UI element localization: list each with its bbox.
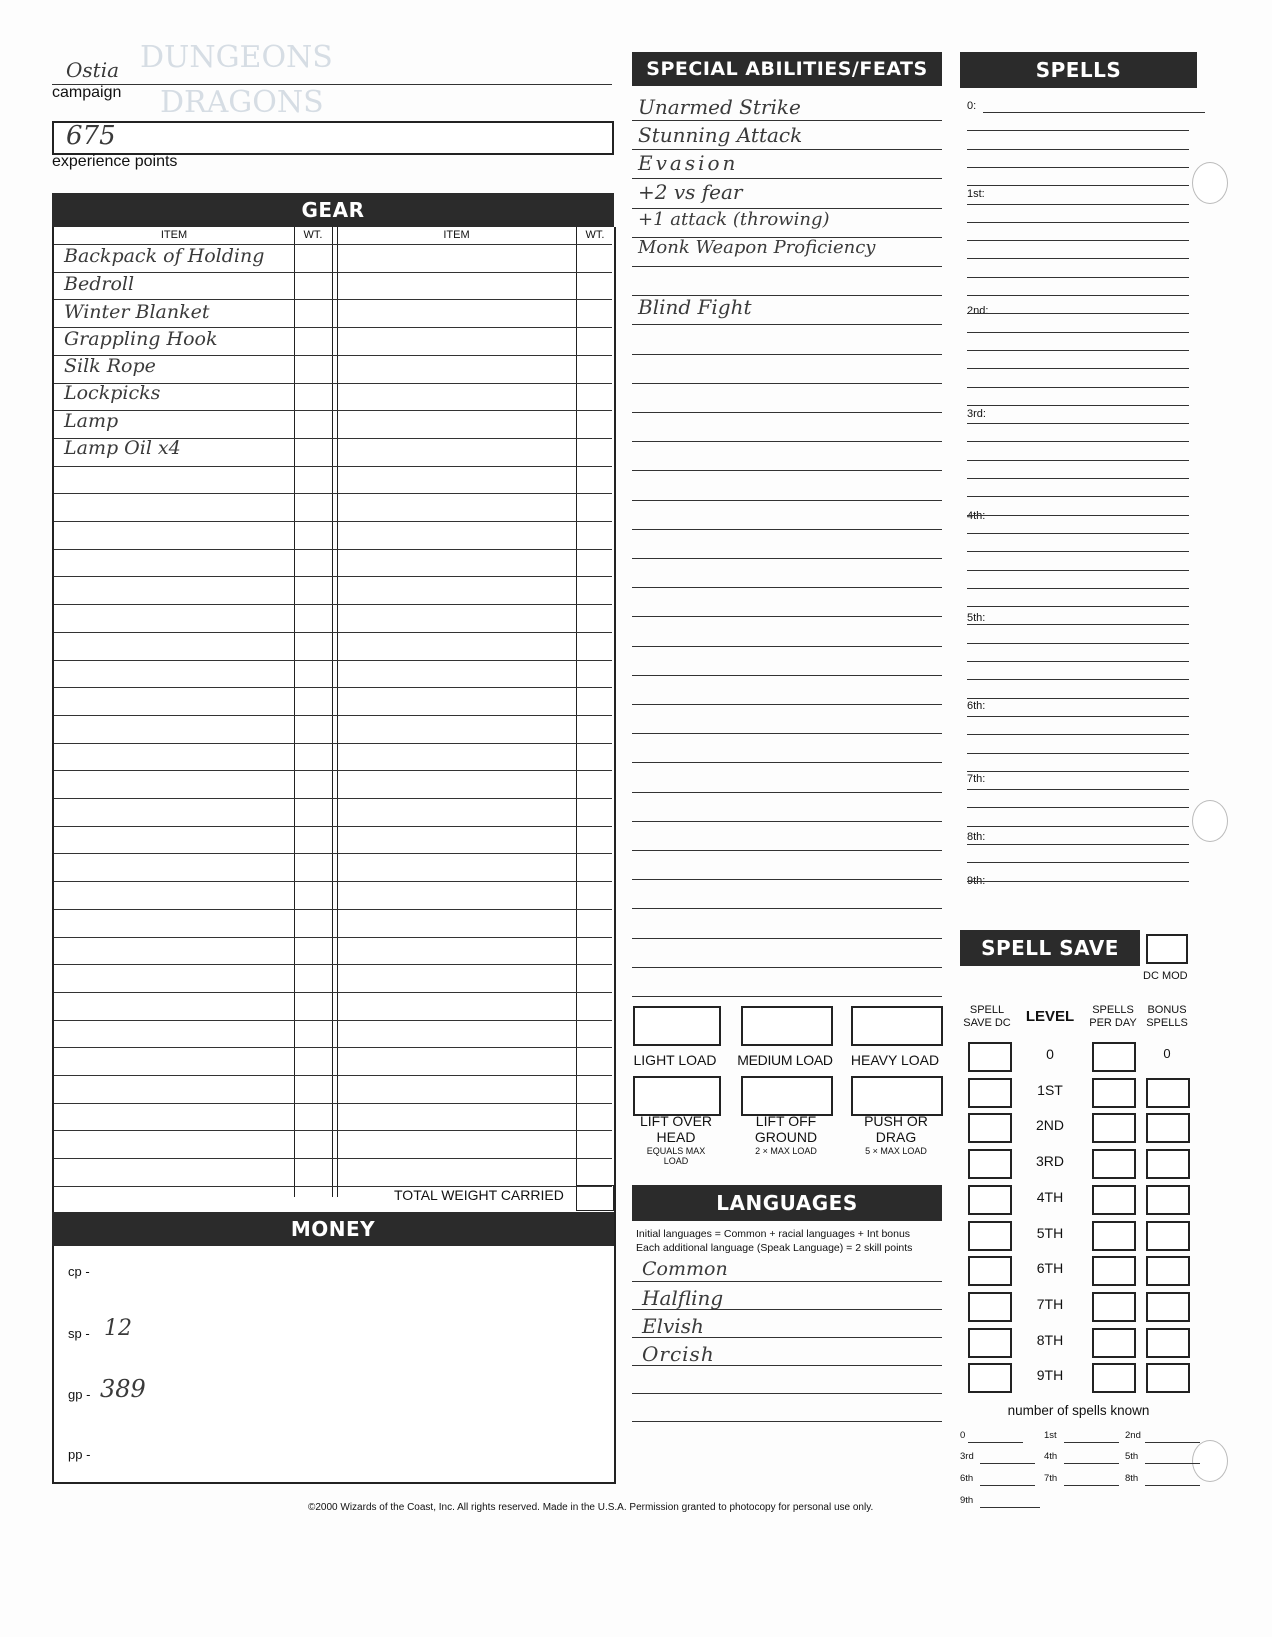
spell-row-line [967, 844, 1189, 845]
spell-save-dc-field[interactable] [968, 1292, 1012, 1322]
spells-known-line [980, 1485, 1035, 1486]
campaign-label: campaign [52, 84, 122, 101]
spells-known-line [1064, 1485, 1119, 1486]
lift-off-ground-label: LIFT OFF GROUND [754, 1113, 818, 1145]
watermark-logo-line2: DRAGONS [160, 85, 324, 120]
gear-row-line [54, 632, 612, 633]
ability-row-line [632, 441, 942, 442]
spell-level-label: 3rd: [967, 408, 986, 420]
spell-level-row: 7TH [1036, 1295, 1064, 1312]
dc-mod-field[interactable] [1146, 934, 1188, 964]
spell-level-row: 2ND [1035, 1117, 1064, 1134]
spells-known-line [980, 1507, 1040, 1508]
gear-row-line [54, 964, 612, 965]
spells-known-line [1145, 1485, 1200, 1486]
gear-row-line [54, 272, 612, 273]
gear-row-line [54, 383, 612, 384]
spell-row-line [967, 679, 1189, 680]
money-title: MONEY [52, 1212, 614, 1246]
ability-item[interactable]: +2 vs fear [638, 180, 743, 204]
spell-save-dc-field[interactable] [968, 1078, 1012, 1108]
gear-item[interactable]: Lamp [64, 410, 119, 432]
spell-row-line [967, 807, 1189, 808]
spell-save-dc-field[interactable] [968, 1328, 1012, 1358]
ability-row-line [632, 587, 942, 588]
medium-load-field[interactable] [741, 1006, 833, 1046]
languages-title: LANGUAGES [632, 1185, 942, 1221]
spells-known-label: 5th [1125, 1451, 1139, 1462]
gp-value[interactable]: 389 [100, 1375, 146, 1403]
gear-row-line [54, 1020, 612, 1021]
gear-item[interactable]: Backpack of Holding [64, 245, 265, 267]
gear-row-line [54, 743, 612, 744]
binder-hole-bottom [1192, 1440, 1228, 1482]
spells-title: SPELLS [960, 52, 1197, 88]
dc-mod-label: DC MOD [1143, 970, 1188, 982]
lift-over-head-field[interactable] [633, 1076, 721, 1116]
spells-known-label: 6th [960, 1473, 974, 1484]
ability-row-line [632, 646, 942, 647]
spell-row-line [967, 387, 1189, 388]
spells-known-label: 9th [960, 1495, 974, 1506]
binder-hole-middle [1192, 800, 1228, 842]
bonus-spells-field[interactable] [1146, 1113, 1190, 1143]
heavy-load-field[interactable] [851, 1006, 943, 1046]
sp-value[interactable]: 12 [104, 1316, 132, 1341]
gear-item[interactable]: Lamp Oil x4 [64, 437, 181, 459]
spell-row-line [967, 441, 1189, 442]
language-row-line [632, 1421, 942, 1422]
spell-row-line [967, 277, 1189, 278]
spell-row-line [967, 551, 1189, 552]
bonus-spells-field[interactable] [1146, 1221, 1190, 1251]
ability-item[interactable]: Blind Fight [638, 295, 752, 319]
gear-row-line [54, 521, 612, 522]
gear-row-line [54, 549, 612, 550]
spell-row-line [967, 313, 1189, 314]
language-item[interactable]: Orcish [642, 1342, 715, 1366]
gear-row-line [54, 826, 612, 827]
ability-row-line [632, 500, 942, 501]
gear-item[interactable]: Lockpicks [64, 382, 161, 404]
ability-item[interactable]: Stunning Attack [638, 123, 803, 147]
ability-row-line [632, 266, 942, 267]
spell-row-line [967, 533, 1189, 534]
lift-over-head-note: EQUALS MAX LOAD [646, 1146, 706, 1166]
col-spell-save-dc: SPELL SAVE DC [963, 1004, 1011, 1029]
languages-note-1: Initial languages = Common + racial languages + Int bonus [636, 1228, 911, 1240]
spell-save-dc-field[interactable] [968, 1113, 1012, 1143]
spells-per-day-field[interactable] [1092, 1149, 1136, 1179]
spell-row-line [967, 405, 1189, 406]
spell-level-row: 5TH [1036, 1224, 1064, 1241]
gear-row-line [54, 1158, 612, 1159]
spell-row-line [967, 753, 1189, 754]
spell-row-line [967, 606, 1189, 607]
ability-row-line [632, 733, 942, 734]
ability-row-line [632, 529, 942, 530]
spell-row-line [967, 167, 1189, 168]
spells-per-day-field[interactable] [1092, 1221, 1136, 1251]
spell-row-line [967, 332, 1189, 333]
copyright-footer: ©2000 Wizards of the Coast, Inc. All rights reserved. Made in the U.S.A. Permission granted to photocopy for personal use only. [308, 1502, 874, 1513]
language-item[interactable]: Elvish [642, 1314, 704, 1338]
spell-save-dc-field[interactable] [968, 1363, 1012, 1393]
gp-label: gp - [68, 1387, 91, 1402]
gear-col-item-left: ITEM [160, 229, 188, 241]
spell-row-line [967, 570, 1189, 571]
spell-level-row: 4TH [1036, 1188, 1064, 1205]
gear-col-wt-right: WT. [585, 229, 605, 241]
spells-known-line [1145, 1463, 1200, 1464]
xp-value: 675 [66, 121, 116, 151]
spell-row-line [967, 350, 1189, 351]
spell-level-label: 2nd: [967, 305, 989, 317]
spell-row-line [967, 588, 1189, 589]
spell-save-dc-field[interactable] [968, 1042, 1012, 1072]
ability-item[interactable]: +1 attack (throwing) [638, 209, 830, 230]
spell-row-line [967, 222, 1189, 223]
spells-per-day-field[interactable] [1092, 1256, 1136, 1286]
spell-row-line [967, 515, 1189, 516]
ability-row-line [632, 792, 942, 793]
spell-row-line [967, 423, 1189, 424]
sp-label: sp - [68, 1326, 90, 1341]
spell-level-row: 9TH [1036, 1367, 1064, 1384]
gear-table [52, 227, 616, 1484]
gear-row-line [54, 1103, 612, 1104]
binder-hole-top [1192, 162, 1228, 204]
gear-row-line [54, 438, 612, 439]
gear-row-line [54, 1075, 612, 1076]
bonus-spells-field[interactable] [1146, 1256, 1190, 1286]
spells-known-label: 4th [1044, 1451, 1058, 1462]
push-drag-label: PUSH OR DRAG [864, 1113, 928, 1145]
spell-level-row: 3RD [1035, 1153, 1064, 1170]
spell-row-line [967, 460, 1189, 461]
gear-title: GEAR [52, 193, 614, 227]
gear-item[interactable]: Grappling Hook [64, 328, 218, 350]
language-row-line [632, 1393, 942, 1394]
abilities-title: SPECIAL ABILITIES/FEATS [632, 52, 942, 86]
gear-row-line [54, 299, 612, 300]
ability-row-line [632, 908, 942, 909]
watermark-logo-line1: DUNGEONS [140, 40, 333, 75]
language-item[interactable]: Halfling [642, 1286, 724, 1310]
gear-row-line [54, 604, 612, 605]
spells-known-line [980, 1463, 1035, 1464]
ability-row-line [632, 237, 942, 238]
bonus-spells-field[interactable] [1146, 1149, 1190, 1179]
spell-level-row: 0 [1046, 1046, 1054, 1062]
spells-known-label: 0 [960, 1430, 966, 1441]
spells-known-line [1064, 1442, 1119, 1443]
spell-row-line [967, 716, 1189, 717]
gear-row-line [54, 992, 612, 993]
light-load-label: LIGHT LOAD [633, 1052, 717, 1068]
spell-row-line [967, 624, 1189, 625]
language-item[interactable]: Common [642, 1258, 728, 1280]
ability-row-line [632, 762, 942, 763]
ability-row-line [632, 704, 942, 705]
spell-row-line [967, 204, 1189, 205]
spell-save-dc-field[interactable] [968, 1149, 1012, 1179]
ability-item[interactable]: Unarmed Strike [638, 95, 801, 119]
push-drag-note: 5 × MAX LOAD [865, 1146, 927, 1156]
spell-level-label: 9th: [967, 875, 986, 887]
spell-level-label: 1st: [967, 188, 985, 200]
gear-row-line [54, 244, 612, 245]
ability-row-line [632, 938, 942, 939]
ability-row-line [632, 675, 942, 676]
gear-row-line [54, 410, 612, 411]
ability-row-line [632, 208, 942, 209]
gear-row-line [54, 715, 612, 716]
light-load-field[interactable] [633, 1006, 721, 1046]
gear-row-line [54, 1130, 612, 1131]
spell-save-dc-field[interactable] [968, 1221, 1012, 1251]
gear-row-line [54, 660, 612, 661]
gear-item[interactable]: Bedroll [64, 273, 135, 295]
ability-row-line [632, 558, 942, 559]
spell-level-row: 1ST [1037, 1081, 1063, 1098]
xp-field[interactable] [52, 121, 614, 155]
gear-col-wt-left: WT. [303, 229, 323, 241]
gear-row-line [54, 881, 612, 882]
spell-level-row: 8TH [1036, 1331, 1064, 1348]
bonus-spells-field[interactable] [1146, 1078, 1190, 1108]
cp-label: cp - [68, 1264, 90, 1279]
gear-item[interactable]: Silk Rope [64, 355, 156, 377]
ability-row-line [632, 383, 942, 384]
gear-row-line [54, 466, 612, 467]
spell-row-line [967, 789, 1189, 790]
ability-row-line [632, 412, 942, 413]
ability-item[interactable]: Monk Weapon Proficiency [638, 237, 876, 258]
spells-known-label: 2nd [1125, 1430, 1141, 1441]
bonus-spells-field[interactable] [1146, 1363, 1190, 1393]
spell-row-line [967, 240, 1189, 241]
ability-row-line [632, 850, 942, 851]
ability-row-line [632, 879, 942, 880]
spell-row-line [967, 661, 1189, 662]
spell-save-dc-field[interactable] [968, 1256, 1012, 1286]
spell-save-dc-field[interactable] [968, 1185, 1012, 1215]
spell-row-line [983, 112, 1205, 113]
gear-item[interactable]: Winter Blanket [64, 301, 210, 323]
total-weight-field[interactable] [576, 1185, 614, 1211]
spells-known-line [968, 1442, 1023, 1443]
campaign-value[interactable]: Ostia [66, 58, 120, 82]
spells-known-label: 8th [1125, 1473, 1139, 1484]
spell-row-line [967, 149, 1189, 150]
spell-row-line [967, 698, 1189, 699]
gear-row-line [54, 798, 612, 799]
spell-row-line [967, 368, 1189, 369]
pp-label: pp - [68, 1447, 91, 1462]
spell-save-title: SPELL SAVE [960, 930, 1140, 966]
gear-row-line [54, 770, 612, 771]
languages-note-2: Each additional language (Speak Language) = 2 skill points [636, 1242, 913, 1254]
ability-row-line [632, 178, 942, 179]
spell-row-line [967, 643, 1189, 644]
ability-row-line [632, 967, 942, 968]
spells-known-label: 7th [1044, 1473, 1058, 1484]
spell-level-row: 6TH [1036, 1260, 1064, 1277]
spells-per-day-field[interactable] [1092, 1042, 1136, 1072]
ability-row-line [632, 324, 942, 325]
lift-off-ground-field[interactable] [741, 1076, 833, 1116]
spell-row-line [967, 496, 1189, 497]
ability-row-line [632, 616, 942, 617]
bonus-spells-field[interactable] [1146, 1292, 1190, 1322]
language-row-line [632, 1337, 942, 1338]
gear-row-line [54, 1186, 612, 1187]
spell-row-line [967, 258, 1189, 259]
bonus-zero-value: 0 [1163, 1046, 1171, 1061]
total-weight-label: TOTAL WEIGHT CARRIED [394, 1187, 564, 1203]
spell-row-line [967, 130, 1189, 131]
gear-row-line [54, 909, 612, 910]
gear-col-item-right: ITEM [443, 229, 470, 241]
spell-row-line [967, 771, 1189, 772]
ability-row-line [632, 354, 942, 355]
ability-row-line [632, 120, 942, 121]
col-bonus-spells: BONUS SPELLS [1146, 1004, 1188, 1029]
language-row-line [632, 1365, 942, 1366]
gear-row-line [54, 853, 612, 854]
heavy-load-label: HEAVY LOAD [850, 1052, 940, 1068]
spell-level-label: 0: [967, 100, 977, 112]
push-drag-field[interactable] [851, 1076, 943, 1116]
spell-row-line [967, 862, 1189, 863]
gear-row-line [54, 493, 612, 494]
bonus-spells-field[interactable] [1146, 1328, 1190, 1358]
spells-known-label: 3rd [960, 1451, 974, 1462]
ability-row-line [632, 295, 942, 296]
spells-per-day-field[interactable] [1092, 1113, 1136, 1143]
language-row-line [632, 1309, 942, 1310]
ability-row-line [632, 996, 942, 997]
ability-row-line [632, 821, 942, 822]
gear-row-line [54, 576, 612, 577]
gear-row-line [54, 327, 612, 328]
spells-per-day-field[interactable] [1092, 1078, 1136, 1108]
spell-level-label: 6th: [967, 700, 986, 712]
spell-row-line [967, 185, 1189, 186]
col-spells-per-day: SPELLS PER DAY [1089, 1004, 1137, 1029]
language-row-line [632, 1281, 942, 1282]
lift-over-head-label: LIFT OVER HEAD [639, 1113, 713, 1145]
medium-load-label: MEDIUM LOAD [737, 1052, 833, 1068]
spell-row-line [967, 734, 1189, 735]
spells-known-line [1064, 1463, 1119, 1464]
spells-per-day-field[interactable] [1092, 1363, 1136, 1393]
spell-row-line [967, 478, 1189, 479]
ability-row-line [632, 149, 942, 150]
col-level: LEVEL [1025, 1008, 1075, 1025]
spell-level-label: 7th: [967, 773, 986, 785]
gear-row-line [54, 687, 612, 688]
gear-row-line [54, 1047, 612, 1048]
ability-row-line [632, 470, 942, 471]
spell-row-line [967, 826, 1189, 827]
gear-row-line [54, 355, 612, 356]
spells-known-line [1145, 1442, 1200, 1443]
lift-off-ground-note: 2 × MAX LOAD [755, 1146, 817, 1156]
ability-item[interactable]: Evasion [638, 151, 739, 175]
spells-known-title: number of spells known [1007, 1403, 1150, 1418]
gear-row-line [54, 937, 612, 938]
bonus-spells-field[interactable] [1146, 1185, 1190, 1215]
spell-level-label: 4th: [967, 510, 986, 522]
spell-level-label: 8th: [967, 831, 986, 843]
spells-per-day-field[interactable] [1092, 1185, 1136, 1215]
spells-per-day-field[interactable] [1092, 1292, 1136, 1322]
spell-level-label: 5th: [967, 612, 986, 624]
spells-known-label: 1st [1044, 1430, 1057, 1441]
spell-row-line [967, 881, 1189, 882]
xp-label: experience points [52, 153, 178, 170]
spell-row-line [967, 295, 1189, 296]
spells-per-day-field[interactable] [1092, 1328, 1136, 1358]
